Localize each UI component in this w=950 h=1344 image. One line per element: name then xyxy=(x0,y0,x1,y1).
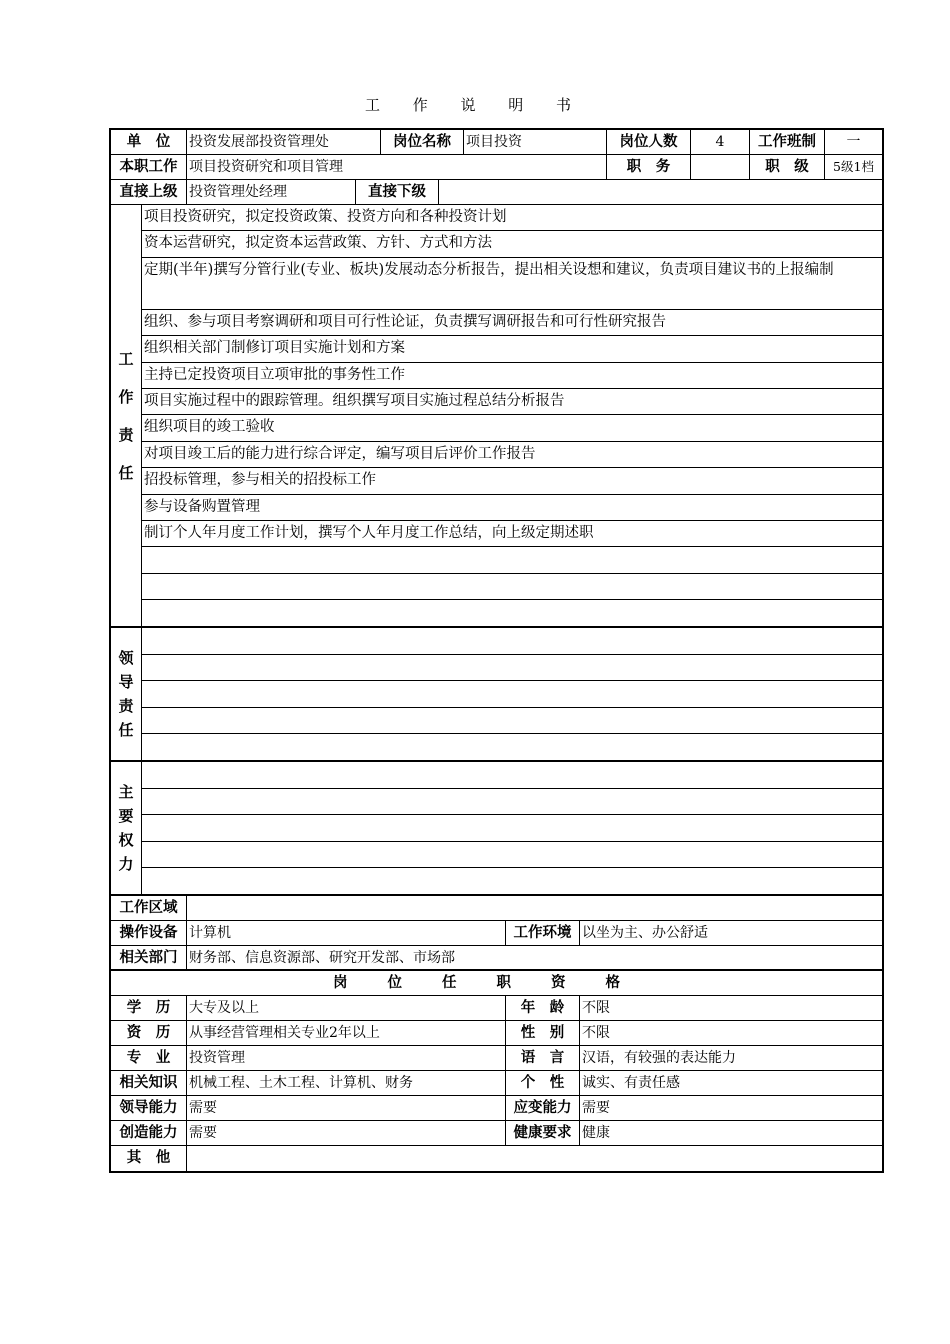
work-area-value xyxy=(187,896,882,920)
qual-label: 领导能力 xyxy=(111,1096,187,1120)
qual-label: 创造能力 xyxy=(111,1121,187,1145)
work-env-label: 工作环境 xyxy=(506,921,580,945)
qual-label: 个 性 xyxy=(506,1071,580,1095)
qual-value: 投资管理 xyxy=(187,1046,506,1070)
list-item: 参与设备购置管理 xyxy=(142,495,882,521)
list-item xyxy=(142,655,882,681)
qualifications-title-row xyxy=(111,971,882,996)
qual-label: 相关知识 xyxy=(111,1071,187,1095)
responsibilities-list xyxy=(142,205,882,626)
equipment-label: 操作设备 xyxy=(111,921,187,945)
list-item xyxy=(142,734,882,760)
header-row-2 xyxy=(111,155,882,180)
authority-section xyxy=(111,762,882,896)
list-item: 项目实施过程中的跟踪管理。组织撰写项目实施过程总结分析报告 xyxy=(142,389,882,415)
unit-label: 单 位 xyxy=(111,130,187,154)
list-item: 招投标管理，参与相关的招投标工作 xyxy=(142,468,882,494)
shift-label: 工作班制 xyxy=(750,130,825,154)
qual-value: 汉语，有较强的表达能力 xyxy=(582,1050,736,1067)
list-item: 组织相关部门制修订项目实施计划和方案 xyxy=(142,336,882,362)
list-item xyxy=(142,628,882,654)
qual-value: 诚实、有责任感 xyxy=(582,1075,680,1092)
related-dept-label: 相关部门 xyxy=(111,946,187,969)
shift-value: 一 xyxy=(846,134,861,150)
table-row xyxy=(111,1096,882,1121)
qual-label: 性 别 xyxy=(506,1021,580,1045)
leadership-list xyxy=(142,628,882,760)
position-value xyxy=(691,155,750,179)
qual-label: 健康要求 xyxy=(506,1121,580,1145)
work-area-label: 工作区域 xyxy=(111,896,187,920)
list-item xyxy=(142,574,882,600)
qual-value: 不限 xyxy=(582,1025,610,1042)
leadership-label: 领 导 责 任 xyxy=(111,628,142,760)
list-item: 组织、参与项目考察调研和项目可行性论证，负责撰写调研报告和可行性研究报告 xyxy=(142,310,882,336)
qual-label: 学 历 xyxy=(111,996,187,1020)
headcount-label: 岗位人数 xyxy=(607,130,691,154)
subordinate-value xyxy=(439,180,882,204)
post-name-value: 项目投资 xyxy=(464,130,607,154)
job-description-table xyxy=(109,128,884,1173)
list-item xyxy=(142,842,882,868)
qual-label: 语 言 xyxy=(506,1046,580,1070)
superior-value: 投资管理处经理 xyxy=(187,180,356,204)
related-dept-row xyxy=(111,946,882,971)
subordinate-label: 直接下级 xyxy=(356,180,439,204)
work-area-row xyxy=(111,896,882,921)
list-item xyxy=(142,681,882,707)
authority-label: 主 要 权 力 xyxy=(111,762,142,894)
qual-label: 专 业 xyxy=(111,1046,187,1070)
position-label: 职 务 xyxy=(607,155,691,179)
list-item xyxy=(142,547,882,573)
superior-label: 直接上级 xyxy=(111,180,187,204)
list-item: 组织项目的竣工验收 xyxy=(142,415,882,441)
headcount-value: 4 xyxy=(691,130,750,154)
list-item: 主持已定投资项目立项审批的事务性工作 xyxy=(142,363,882,389)
equipment-value: 计算机 xyxy=(187,921,506,945)
qual-label: 年 龄 xyxy=(506,996,580,1020)
list-item: 制订个人年月度工作计划，撰写个人年月度工作总结，向上级定期述职 xyxy=(142,521,882,547)
list-item: 资本运营研究，拟定资本运营政策、方针、方式和方法 xyxy=(142,231,882,257)
other-value xyxy=(187,1146,882,1171)
qual-value: 需要 xyxy=(187,1121,506,1145)
qual-label: 应变能力 xyxy=(506,1096,580,1120)
header-row-1 xyxy=(111,130,882,155)
qual-value: 健康 xyxy=(582,1125,610,1142)
leadership-section xyxy=(111,628,882,762)
list-item: 定期(半年)撰写分管行业(专业、板块)发展动态分析报告，提出相关设想和建议，负责项目建议书的上报编制 xyxy=(142,258,882,310)
header-row-3 xyxy=(111,180,882,205)
list-item xyxy=(142,815,882,841)
list-item: 项目投资研究，拟定投资政策、投资方向和各种投资计划 xyxy=(142,205,882,231)
list-item xyxy=(142,600,882,626)
qualifications-title: 岗位任职资格 xyxy=(333,975,660,992)
qual-value: 需要 xyxy=(582,1100,610,1117)
document-title: 工 作 说 明 书 xyxy=(364,96,586,114)
list-item xyxy=(142,762,882,788)
duty-label: 本职工作 xyxy=(111,155,187,179)
equipment-row xyxy=(111,921,882,946)
table-row xyxy=(111,1021,882,1046)
grade-label: 职 级 xyxy=(750,155,825,179)
list-item xyxy=(142,868,882,894)
grade-value: 5级1档 xyxy=(833,159,874,174)
qual-value: 不限 xyxy=(582,1000,610,1017)
list-item xyxy=(142,789,882,815)
post-name-label: 岗位名称 xyxy=(381,130,464,154)
authority-list xyxy=(142,762,882,894)
responsibilities-label: 工 作 责 任 xyxy=(111,205,142,626)
qual-value: 需要 xyxy=(187,1096,506,1120)
qual-value: 机械工程、土木工程、计算机、财务 xyxy=(187,1071,506,1095)
responsibilities-section xyxy=(111,205,882,628)
list-item: 对项目竣工后的能力进行综合评定，编写项目后评价工作报告 xyxy=(142,442,882,468)
related-dept-value: 财务部、信息资源部、研究开发部、市场部 xyxy=(189,950,455,967)
table-row xyxy=(111,1046,882,1071)
other-row xyxy=(111,1146,882,1171)
qual-value: 从事经营管理相关专业2年以上 xyxy=(187,1021,506,1045)
qual-label: 资 历 xyxy=(111,1021,187,1045)
table-row xyxy=(111,1121,882,1146)
unit-value: 投资发展部投资管理处 xyxy=(187,130,381,154)
duty-value: 项目投资研究和项目管理 xyxy=(187,155,607,179)
list-item xyxy=(142,708,882,734)
work-env-value: 以坐为主、办公舒适 xyxy=(582,925,708,942)
table-row xyxy=(111,996,882,1021)
other-label: 其 他 xyxy=(111,1146,187,1171)
qual-value: 大专及以上 xyxy=(187,996,506,1020)
table-row xyxy=(111,1071,882,1096)
